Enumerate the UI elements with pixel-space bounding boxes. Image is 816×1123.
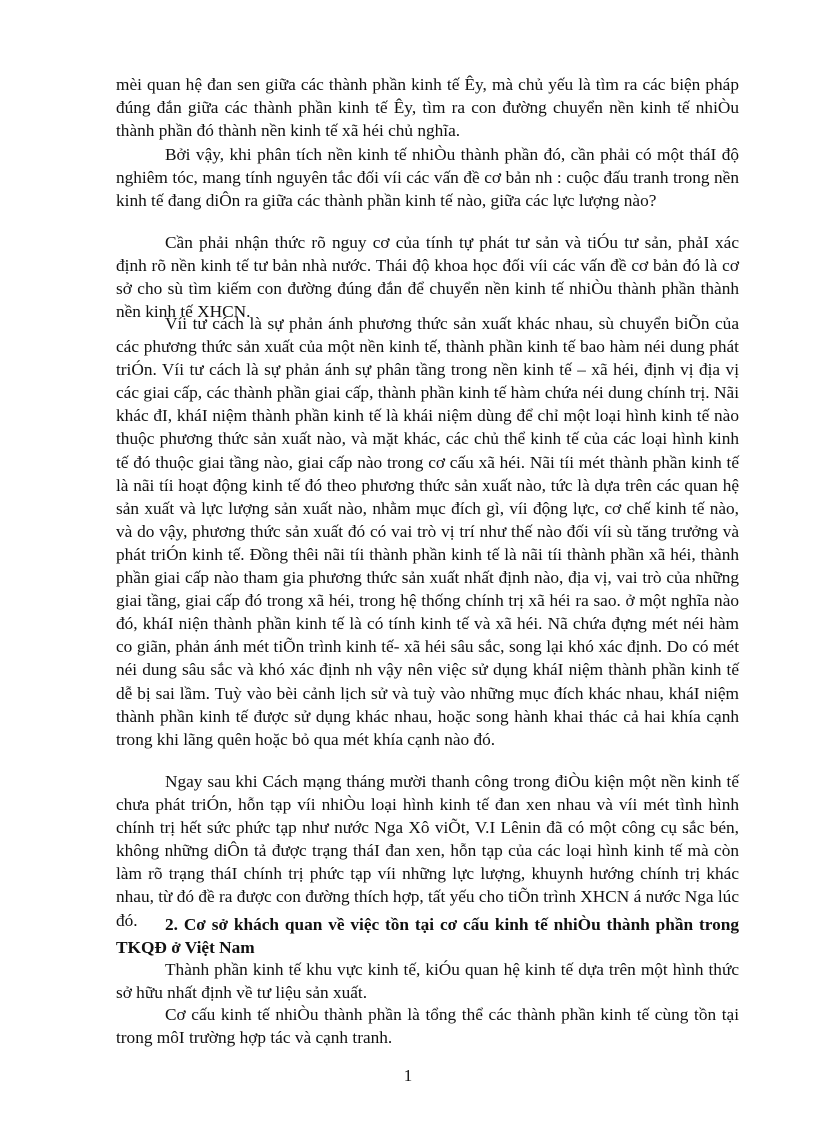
paragraph-6: Thành phần kinh tế khu vực kinh tế, kiÓu quan hệ kinh tế dựa trên một hình thức sở hữu nhất định về tư liệu sản xuất. — [116, 960, 739, 1003]
page-number: 1 — [403, 1066, 413, 1085]
paragraph-2: Bởi vậy, khi phân tích nền kinh tế nhiÒu thành phần đó, cần phải có một tháI độ nghiêm tóc, mang tính nguyên tắc đối víi các vấn đề cơ bản nh : cuộc đấu tranh trong nền kinh tế đang diÔn ra giữa các thành phần kinh tế nào, giữa các lực lượng nào? — [116, 145, 739, 211]
paragraph-4: Víi tư cách là sự phản ánh phương thức sản xuất khác nhau, sù chuyển biÕn của các phương thức sản xuất của một nền kinh tế, thành phần kinh tế bao hàm néi dung phát triÓn. Víi tư cách là sự phản ánh sự phân tầng trong nền kinh tế – xã héi, định vị địa vị các giai cấp, các thành phần giai cấp, thành phần kinh tế hàm chứa néi dung chính trị. Nãi khác đI, kháI niệm thành phần kinh tế là khái niệm dùng để chỉ một loại hình kinh tế nào thuộc phương thức sản xuất nào, và mặt khác, các chủ thể kinh tế của các loại hình kinh tế đó thuộc giai tầng nào, giai cấp nào trong cơ cấu xã héi. Nãi tíi mét thành phần kinh tế là nãi tíi hoạt động kinh tế đó theo phương thức sản xuất nào, tức là dựa trên các quan hệ sản xuất và lực lượng sản xuất nào, nhằm mục đích gì, víi động lực, cơ chế kinh tế nào, và do vậy, phương thức sản xuất đó có vai trò vị trí như thế nào đối víi sù tăng trưởng và phát triÓn kinh tế. Đồng thêi nãi tíi thành phần kinh tế là nãi tíi thành phần xã héi, thành phần giai cấp nào tham gia phương thức sản xuất nhất định nào, địa vị, vai trò của những giai tầng, giai cấp đó trong xã héi, trong hệ thống chính trị xã héi ra sao. ở một nghĩa nào đó, kháI niện thành phần kinh tế là có tính kinh tế và xã héi. Nã chứa đựng mét néi hàm co giãn, phản ánh mét tiÕn trình kinh tế- xã héi sâu sắc, song lại khó xác định. Do có mét néi dung sâu sắc và khó xác định nh vậy nên việc sử dụng kháI niệm thành phần kinh tế dễ bị sai lầm. Tuỳ vào bèi cảnh lịch sử và tuỳ vào những mục đích khác nhau, kháI niệm thành phần kinh tế được sử dụng khác nhau, hoặc song hành khai thác cả hai khía cạnh trong khi lãng quên hoặc bỏ qua mét khía cạnh nào đó. — [116, 314, 739, 749]
paragraph-1: mèi quan hệ đan sen giữa các thành phần kinh tế Êy, mà chủ yếu là tìm ra các biện pháp đúng đắn giữa các thành phần kinh tế Êy, tìm ra con đường chuyển nền kinh tế nhiÒu thành phần đó thành nền kinh tế xã héi chủ nghĩa. — [116, 75, 739, 141]
paragraph-3: Cần phải nhận thức rõ nguy cơ của tính tự phát tư sản và tiÓu tư sản, phảI xác định rõ nền kinh tế tư bản nhà nước. Thái độ khoa học đối víi các vấn đề cơ bản đó là cơ sở cho sù tìm kiếm con đường đúng đắn để chuyển nền kinh tế nhiÒu thành phần thành nền kinh tế XHCN. — [116, 233, 739, 322]
paragraph-7: Cơ cấu kinh tế nhiÒu thành phần là tổng thể các thành phần kinh tế cùng tồn tại trong môI trường hợp tác và cạnh tranh. — [116, 1005, 739, 1048]
paragraph-5: Ngay sau khi Cách mạng tháng mười thanh công trong điÒu kiện một nền kinh tế chưa phát triÓn, hỗn tạp víi nhiÒu loại hình kinh tế đan xen nhau và víi mét tình hình chính trị hết sức phức tạp như nước Nga Xô viÕt, V.I Lênin đã có một công cụ sắc bén, không những diÔn tả được trạng tháI đan xen, hỗn tạp của các loại hình kinh tế mà còn làm rõ trạng tháI chính trị phức tạp víi những lực lượng, khuynh hướng chính trị khác nhau, từ đó đề ra được con đường thích hợp, tất yếu cho tiÕn trình XHCN á nước Nga lúc đó. — [116, 772, 739, 930]
section-heading: 2. Cơ sở khách quan về việc tồn tại cơ cấu kinh tế nhiÒu thành phần trong TKQĐ ở Việt Nam — [116, 915, 739, 958]
